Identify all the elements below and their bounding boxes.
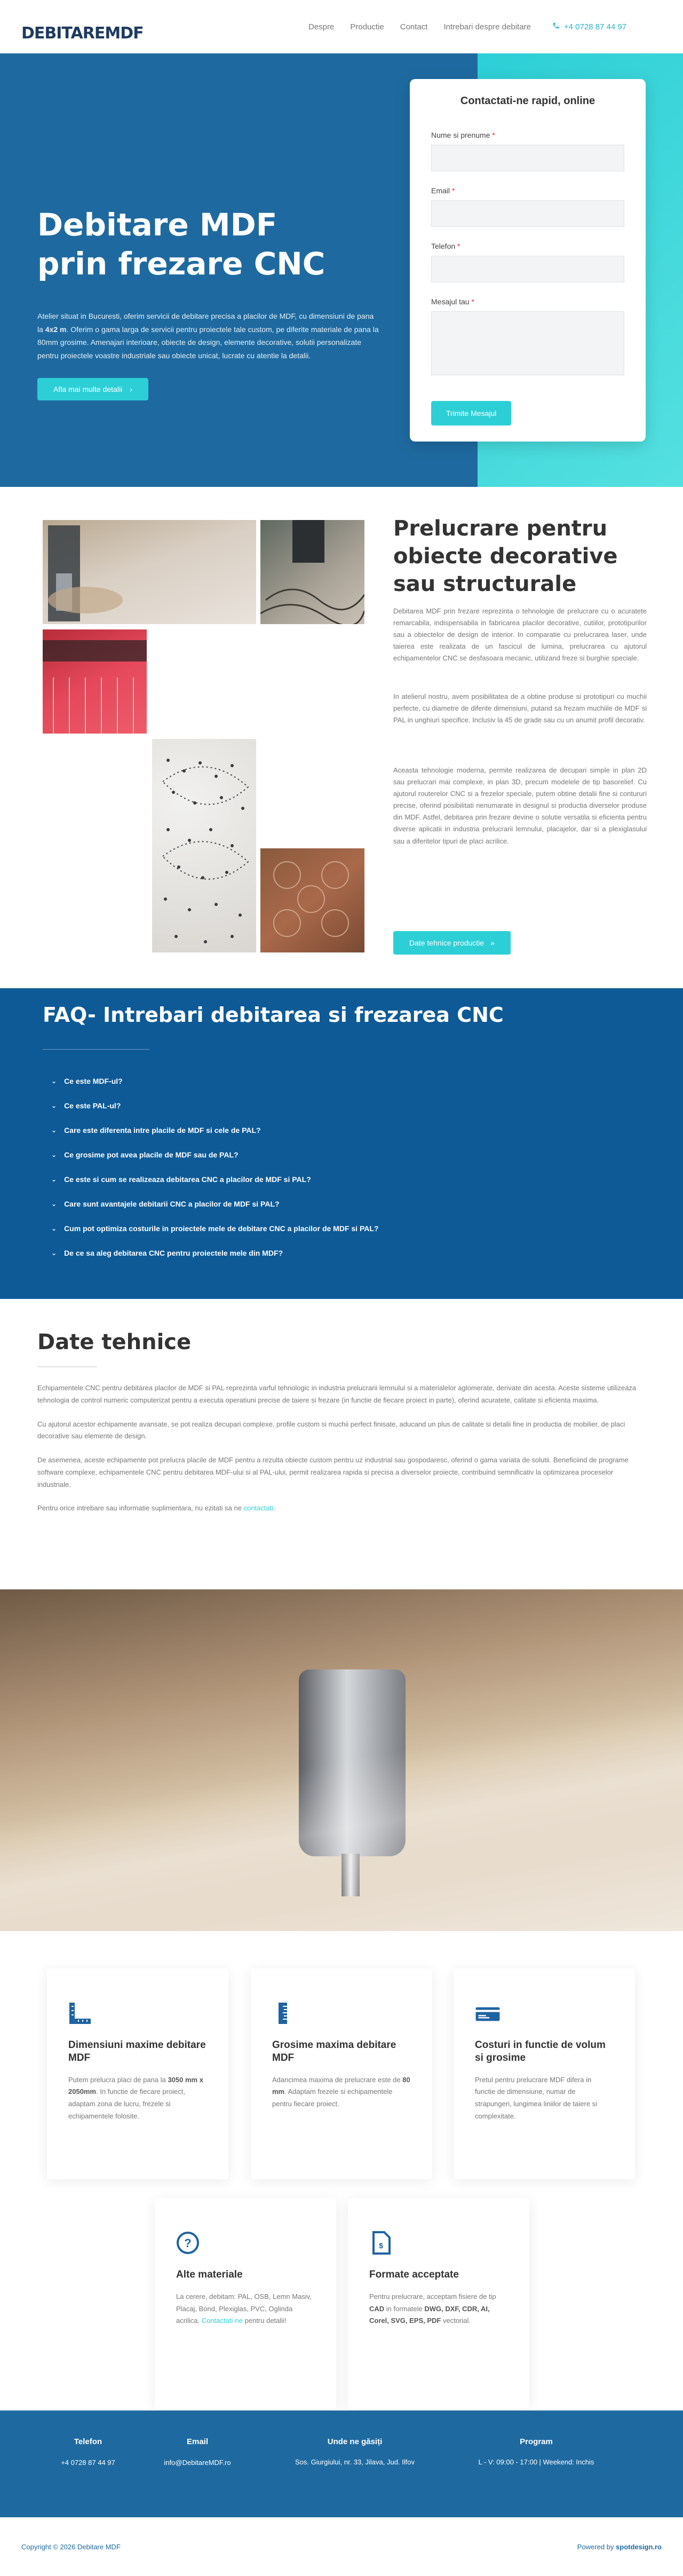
nav-item-despre[interactable]: Despre (308, 22, 335, 31)
file-icon (369, 2230, 395, 2256)
name-input[interactable] (431, 145, 624, 171)
powered-by: Powered by spotdesign.ro (577, 2542, 662, 2551)
prelucrare-title: Prelucrare pentru obiecte decorative sau structurale (393, 516, 618, 596)
hero-content (37, 206, 379, 400)
header-phone-link[interactable] (552, 22, 626, 31)
chevron-down-icon: ⌄ (51, 1151, 57, 1159)
faq-item[interactable]: ⌄ Care este diferenta intre placile de MDF si cele de PAL? (51, 1126, 261, 1135)
chevron-down-icon: ⌄ (51, 1200, 57, 1208)
prelucrare-paragraph-3: Aceasta tehnologie moderna, permite realizarea de decupari simple in plan 2D sau prelucrari mai complexe, in plan 3D, precum modelele de tip basorelief. Cu ajutorul routerelor CNC si a frezelor speciale, putem obtine detalii fine si contururi precise, oferind posibilitati nenumarate in designul si productia diverselor produse din MDF. Astfel, debitarea prin frezare devine o solutie versatila si eficienta pentru diverse aplicatii in industria prelucrarii lemnului, placajelor, dar si a plexiglasului sau a diferitelor tipuri de placi acrilice. (393, 766, 647, 845)
email-input[interactable] (431, 200, 624, 227)
footer-heading: Telefon (74, 2437, 102, 2446)
feature-text: Pentru prelucrare, acceptam fisiere de tip CAD in formatele DWG, DXF, CDR, AI, Corel, SVG, EPS, PDF vectorial. (369, 2292, 496, 2325)
name-field-group (431, 131, 624, 171)
nav-item-productie[interactable]: Productie (350, 22, 384, 31)
feature-card-formats (348, 2198, 529, 2409)
message-label: Mesajul tau * (431, 297, 474, 306)
header-phone-number: +4 0728 87 44 97 (563, 22, 627, 31)
site-footer (0, 2410, 683, 2517)
feature-title: Grosime maxima debitare MDF (272, 2039, 396, 2063)
cnc-router-photo (43, 520, 256, 624)
double-chevron-right-icon: » (490, 939, 495, 947)
main-nav (308, 22, 531, 31)
ruler-vertical-icon (272, 2000, 298, 2026)
tech-paragraph-3: De asemenea, aceste echipamente pot prelucra placile de MDF pentru a rezulta obiecte custom pentru uz industrial sau gospodaresc, oferind o gama variata de solutii. Beneficiind de programe software complexe, echipamentele CNC pentru debitarea MDF-ului si al PAL-ului, permit realizarea rapida si precisa a diverselor proiecte, contribuind semnificativ la optimizarea proceselor industriale. (37, 1456, 629, 1488)
footer-heading: Email (186, 2437, 209, 2446)
copyright-text: Copyright © 2026 Debitare MDF (21, 2542, 121, 2551)
site-header (0, 0, 683, 53)
chevron-down-icon: ⌄ (51, 1249, 57, 1257)
logo[interactable] (21, 11, 144, 43)
phone-label: Telefon * (431, 242, 460, 250)
tech-paragraph-4: Pentru orice intrebare sau informatie suplimentara, nu ezitati sa ne contactati. (37, 1504, 275, 1512)
prelucrare-paragraph-2: In atelierul nostru, avem posibilitatea de a obtine produse si prototipuri cu muchii perfecte, cu diametre de diferite dimensiuni, putand sa frezam muchiile de MDF si PAL in unghiuri specifice. Inclusiv la 45 de grade sau cu un anumit profil decorativ. (393, 692, 647, 724)
phone-icon (552, 22, 560, 31)
chevron-down-icon: ⌄ (51, 1225, 57, 1232)
features-section (0, 1931, 683, 2410)
ruler-corner-icon (68, 2000, 94, 2026)
powered-by-link[interactable]: spotdesign.ro (616, 2542, 662, 2551)
faq-item[interactable]: ⌄ De ce sa aleg debitarea CNC pentru proiectele mele din MDF? (51, 1249, 283, 1257)
feature-text: Adancimea maxima de prelucrare este de 80 mm. Adaptam frezele si echipamentele pentru fiecare proiect. (272, 2075, 410, 2108)
faq-title: FAQ- Intrebari debitarea si frezarea CNC (43, 1003, 504, 1027)
tech-paragraph-1: Echipamentele CNC pentru debitarea placilor de MDF si PAL reprezinta varful tehnologic in industria prelucrarii lemnului si a materialelor aglomerate, derivate din acesta. Aceste sisteme utilizeaza tehnologia de control numeric computerizat pentru a executa operatiuni precise de taiere si frezare (in functie de fiecare proiect in parte), oferind acuratete, calitate si eficienta maxima. (37, 1384, 637, 1404)
feature-text: Putem prelucra placi de pana la 3050 mm x 2050mm. In functie de fiecare proiect, adaptam zona de lucru, frezele si echipamentele folosite. (68, 2075, 203, 2120)
bottom-bar (0, 2517, 683, 2576)
feature-title: Formate acceptate (369, 2269, 459, 2280)
footer-email (149, 2437, 245, 2467)
email-field-group (431, 186, 624, 227)
contact-link[interactable]: contactati (243, 1504, 274, 1512)
tech-title: Date tehnice (37, 1330, 192, 1354)
hero-title-line2: prin frezare CNC (37, 245, 325, 282)
footer-heading: Program (520, 2437, 553, 2446)
footer-heading: Unde ne găsiți (327, 2437, 383, 2446)
footer-address (267, 2437, 443, 2466)
submit-button[interactable]: Trimite Mesajul (431, 401, 511, 426)
board-highlight (0, 1589, 683, 1931)
logo-text: DEBITAREMDF (21, 24, 144, 43)
svg-text:$: $ (379, 2241, 383, 2250)
cnc-machine-photo (0, 1589, 683, 1931)
feature-text: La cerere, debitam: PAL, OSB, Lemn Masiv, Placaj, Bond, Plexiglas, PVC, Oglinda acrilica. Contactati-ne pentru detalii! (176, 2292, 312, 2325)
feature-text: Pretul pentru prelucrare MDF difera in functie de dimensiune, numar de strapungeri, lungimea liniilor de taiere si complexitate. (475, 2075, 598, 2120)
name-label: Nume si prenume * (431, 131, 495, 139)
prelucrare-paragraph-1: Debitarea MDF prin frezare reprezinta o tehnologie de prelucrare cu o acuratete remarcabila, indispensabila in fabricarea placilor decorative, cutiilor, prototipurilor sau a obiectelor de design de interior. In comparatie cu prelucrarea laser, unde taierea este realizata de un fascicul de lumina, prelucrarea cu ajutorul echipamentelor CNC se desfasoara mecanic, utilizand freze si burghie speciale. (393, 607, 647, 663)
feature-title: Dimensiuni maxime debitare MDF (68, 2039, 206, 2063)
faq-divider (43, 1049, 149, 1050)
hero-title (37, 206, 358, 283)
faq-item[interactable]: ⌄ Ce este MDF-ul? (51, 1077, 123, 1085)
footer-phone-link[interactable]: +4 0728 87 44 97 (61, 2459, 115, 2467)
tech-data-label: Date tehnice productie (409, 939, 485, 947)
hero-details-label: Afla mai multe detalii (53, 385, 123, 393)
tech-data-button[interactable] (393, 931, 511, 955)
feature-card-materials (155, 2198, 336, 2409)
faq-section (0, 988, 683, 1299)
tech-section (0, 1299, 683, 1589)
chevron-down-icon: ⌄ (51, 1077, 57, 1085)
footer-email-link[interactable]: info@DebitareMDF.ro (164, 2459, 231, 2467)
cnc-cutting-photo (260, 520, 364, 624)
feature-card-dimensions (47, 1968, 228, 2179)
decorative-wood-panel-photo (260, 848, 364, 952)
chevron-down-icon: ⌄ (51, 1126, 57, 1134)
prelucrare-section (0, 487, 683, 988)
red-panel-photo (43, 629, 147, 734)
feature-title: Alte materiale (176, 2269, 243, 2280)
faq-item[interactable]: ⌄ Ce grosime pot avea placile de MDF sau de PAL? (51, 1151, 239, 1159)
hero-title-line1: Debitare MDF (37, 207, 277, 243)
faq-item[interactable]: ⌄ Cum pot optimiza costurile in proiectele mele de debitare CNC a placilor de MDF si PAL? (51, 1224, 379, 1233)
feature-card-thickness (251, 1968, 432, 2179)
hero-section (0, 53, 683, 487)
chevron-right-icon: › (130, 385, 132, 393)
phone-input[interactable] (431, 256, 624, 282)
email-label: Email * (431, 186, 455, 195)
nav-item-contact[interactable]: Contact (400, 22, 428, 31)
tech-paragraph-2: Cu ajutorul acestor echipamente avansate, se pot realiza decupari complexe, profile custom si muchii perfect finisate, aducand un plus de calitate si detalii fine in productia de mobilier, de placi decorative sau elemente de design. (37, 1420, 625, 1440)
phone-field-group (431, 242, 624, 282)
question-circle-icon (176, 2230, 202, 2256)
faq-item[interactable]: ⌄ Ce este PAL-ul? (51, 1101, 121, 1110)
hero-description: Atelier situat in Bucuresti, oferim servicii de debitare precisa a placilor de MDF, cu dimensiuni de pana la 4x2 m. Oferim o gama larga de servicii pentru proiectele tale custom, pe diferite materiale de pana la 80mm grosime. Amenajari interioare, obiecte de design, elemente decorative, solutii personalizate pentru proiectele voastre industriale sau obiecte unicat, lucrate cu atentie la detalii. (37, 312, 379, 360)
faq-item[interactable]: ⌄ Care sunt avantajele debitarii CNC a placilor de MDF si PAL? (51, 1200, 280, 1208)
contact-form (410, 79, 646, 442)
feature-card-costs (454, 1968, 635, 2179)
footer-schedule (448, 2437, 624, 2466)
perforated-panel-photo (152, 739, 256, 952)
chevron-down-icon: ⌄ (51, 1176, 57, 1183)
chevron-down-icon: ⌄ (51, 1102, 57, 1109)
faq-item[interactable]: ⌄ Ce este si cum se realizeaza debitarea CNC a placilor de MDF si PAL? (51, 1175, 311, 1184)
card-icon (475, 2000, 501, 2026)
contact-form-title: Contactati-ne rapid, online (460, 95, 595, 107)
footer-schedule-text: L - V: 09:00 - 17:00 | Weekend: Inchis (478, 2458, 594, 2466)
contact-link[interactable]: Contactati-ne (201, 2317, 243, 2325)
footer-phone (48, 2437, 128, 2467)
footer-address-text: Sos. Giurgiului, nr. 33, Jilava, Jud. Ilfov (295, 2458, 415, 2466)
message-field-group (431, 297, 624, 375)
message-textarea[interactable] (431, 311, 624, 375)
svg-text:?: ? (184, 2236, 192, 2250)
tech-divider (37, 1366, 97, 1367)
hero-details-button[interactable] (37, 378, 148, 400)
nav-item-intrebari[interactable]: Intrebari despre debitare (443, 22, 531, 31)
feature-title: Costuri in functie de volum si grosime (475, 2039, 606, 2063)
